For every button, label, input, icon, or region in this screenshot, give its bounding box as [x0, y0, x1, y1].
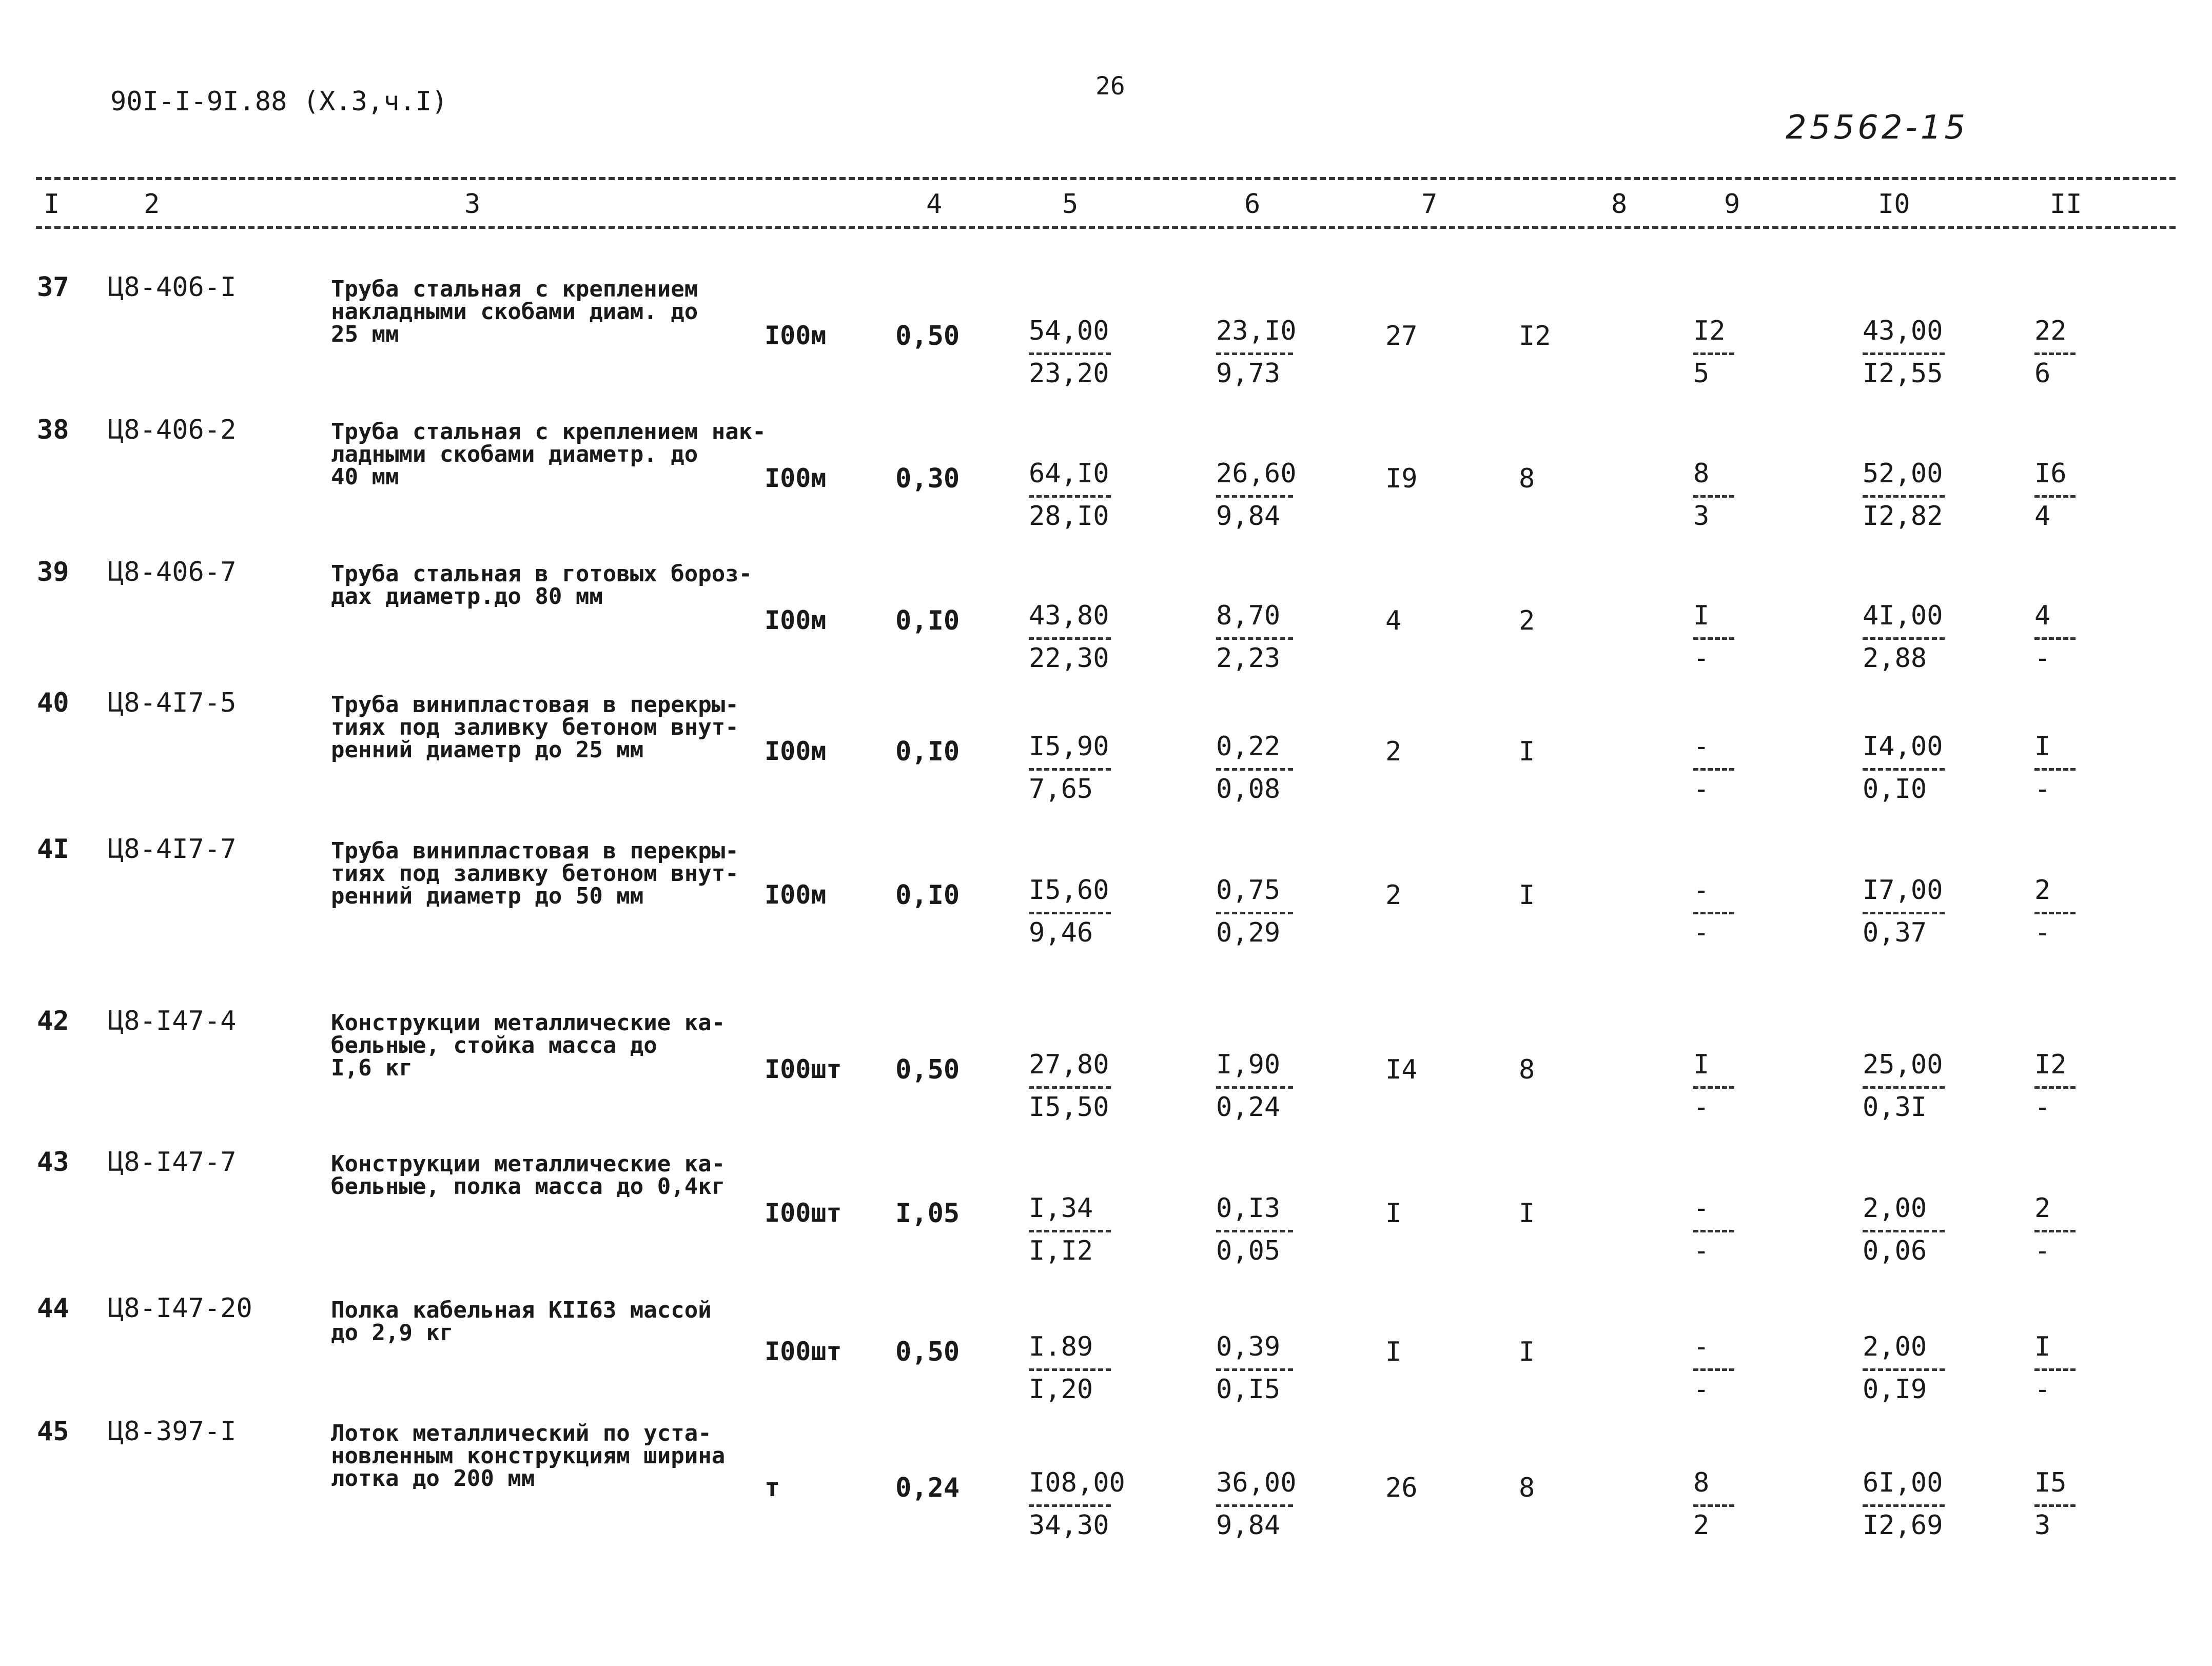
col-header-1: I: [44, 189, 60, 220]
row-unit: I00м: [765, 463, 827, 493]
row-description: [331, 694, 739, 761]
row-description: [331, 278, 698, 346]
col9-value: 8 3: [1693, 458, 1734, 532]
header-top-rule: [36, 177, 2176, 180]
col9-value: I -: [1693, 1049, 1734, 1123]
col6-value: 8,70 2,23: [1216, 600, 1293, 674]
description-line: новленным конструкциям ширина: [331, 1443, 726, 1469]
col10-value: I7,00 0,37: [1863, 875, 1945, 948]
col11-value: I5 3: [2034, 1467, 2076, 1541]
col6-value: 23,I0 9,73: [1216, 316, 1297, 389]
col11-value: 22 6: [2034, 316, 2076, 389]
col7-value: 27: [1385, 321, 1418, 351]
description-line: ладными скобами диаметр. до: [331, 441, 698, 467]
col6-value: 0,I3 0,05: [1216, 1193, 1293, 1266]
row-quantity: 0,30: [895, 463, 960, 494]
col8-value: I2: [1519, 321, 1551, 351]
col5-value: I.89 I,20: [1029, 1331, 1111, 1405]
col10-value: I4,00 0,I0: [1863, 731, 1945, 805]
row-code: Ц8-I47-7: [108, 1147, 237, 1178]
col5-value: 54,00 23,20: [1029, 316, 1111, 389]
col10-value: 2,00 0,06: [1863, 1193, 1945, 1266]
row-quantity: 0,I0: [895, 605, 960, 636]
description-line: Конструкции металлические ка-: [331, 1010, 726, 1036]
col9-value: - -: [1693, 1193, 1734, 1266]
description-line: дах диаметр.до 80 мм: [331, 583, 603, 610]
row-description: [331, 1299, 712, 1344]
col-header-9: 9: [1724, 189, 1740, 220]
row-code: Ц8-406-I: [108, 272, 237, 303]
page-number: 26: [1095, 72, 1125, 101]
col7-value: 2: [1385, 736, 1402, 767]
col11-value: I2 -: [2034, 1049, 2076, 1123]
row-number: 39: [37, 557, 69, 587]
row-description: [331, 421, 766, 488]
row-unit: т: [765, 1473, 780, 1502]
col6-value: 0,75 0,29: [1216, 875, 1293, 948]
row-number: 45: [37, 1416, 69, 1447]
row-unit: I00м: [765, 736, 827, 766]
row-code: Ц8-397-I: [108, 1416, 237, 1447]
col9-value: - -: [1693, 731, 1734, 805]
col11-value: 2 -: [2034, 875, 2076, 948]
description-line: Труба стальная в готовых бороз-: [331, 561, 753, 587]
row-code: Ц8-I47-20: [108, 1293, 252, 1324]
col-header-11: II: [2050, 189, 2082, 220]
col11-value: I6 4: [2034, 458, 2076, 532]
row-quantity: 0,I0: [895, 736, 960, 767]
col9-value: - -: [1693, 1331, 1734, 1405]
row-quantity: 0,50: [895, 321, 960, 351]
row-code: Ц8-I47-4: [108, 1006, 237, 1036]
col8-value: 8: [1519, 1473, 1535, 1503]
description-line: 25 мм: [331, 321, 399, 347]
col6-value: 0,39 0,I5: [1216, 1331, 1293, 1405]
col10-value: 25,00 0,3I: [1863, 1049, 1945, 1123]
row-number: 44: [37, 1293, 69, 1324]
col5-value: I5,90 7,65: [1029, 731, 1111, 805]
col8-value: I: [1519, 880, 1535, 911]
row-description: [331, 840, 739, 908]
row-quantity: 0,50: [895, 1337, 960, 1367]
col6-value: 26,60 9,84: [1216, 458, 1297, 532]
row-quantity: 0,24: [895, 1473, 960, 1503]
col7-value: I: [1385, 1337, 1402, 1367]
row-description: [331, 1153, 725, 1198]
col8-value: 8: [1519, 463, 1535, 494]
row-number: 40: [37, 688, 69, 718]
row-quantity: I,05: [895, 1198, 960, 1229]
description-line: ренний диаметр до 50 мм: [331, 883, 644, 909]
row-unit: I00м: [765, 321, 827, 350]
description-line: бельные, стойка масса до: [331, 1032, 657, 1059]
col11-value: I -: [2034, 1331, 2076, 1405]
col10-value: 2,00 0,I9: [1863, 1331, 1945, 1405]
document-code: 90I-I-9I.88 (X.3,ч.I): [110, 86, 448, 117]
col5-value: I,34 I,I2: [1029, 1193, 1111, 1266]
description-line: Труба винипластовая в перекры-: [331, 692, 739, 718]
row-number: 38: [37, 415, 69, 445]
col6-value: 0,22 0,08: [1216, 731, 1293, 805]
col7-value: I: [1385, 1198, 1402, 1229]
description-line: I,6 кг: [331, 1055, 413, 1081]
col-header-8: 8: [1611, 189, 1628, 220]
row-description: [331, 563, 752, 608]
description-line: Конструкции металлические ка-: [331, 1151, 726, 1177]
col9-value: 8 2: [1693, 1467, 1734, 1541]
row-unit: I00шт: [765, 1054, 842, 1084]
col7-value: 26: [1385, 1473, 1418, 1503]
row-unit: I00м: [765, 880, 827, 910]
col6-value: I,90 0,24: [1216, 1049, 1293, 1123]
col8-value: I: [1519, 1198, 1535, 1229]
description-line: Труба стальная с креплением нак-: [331, 419, 766, 445]
col-header-10: I0: [1878, 189, 1910, 220]
row-unit: I00шт: [765, 1337, 842, 1366]
col-header-3: 3: [464, 189, 481, 220]
col10-value: 4I,00 2,88: [1863, 600, 1945, 674]
col7-value: I9: [1385, 463, 1418, 494]
description-line: Труба стальная с креплением: [331, 276, 698, 302]
col8-value: 8: [1519, 1054, 1535, 1085]
description-line: лотка до 200 мм: [331, 1465, 535, 1492]
col-header-5: 5: [1062, 189, 1079, 220]
description-line: тиях под заливку бетоном внут-: [331, 860, 739, 887]
row-number: 42: [37, 1006, 69, 1036]
col11-value: 2 -: [2034, 1193, 2076, 1266]
row-code: Ц8-406-7: [108, 557, 237, 587]
description-line: Полка кабельная КII63 массой: [331, 1297, 712, 1323]
row-description: [331, 1012, 725, 1080]
col5-value: I08,00 34,30: [1029, 1467, 1125, 1541]
col-header-2: 2: [144, 189, 160, 220]
col-header-4: 4: [926, 189, 943, 220]
col6-value: 36,00 9,84: [1216, 1467, 1297, 1541]
description-line: накладными скобами диам. до: [331, 299, 698, 325]
col7-value: I4: [1385, 1054, 1418, 1085]
col11-value: I -: [2034, 731, 2076, 805]
col9-value: I2 5: [1693, 316, 1734, 389]
description-line: 40 мм: [331, 464, 399, 490]
header-bottom-rule: [36, 226, 2176, 229]
col11-value: 4 -: [2034, 600, 2076, 674]
row-description: [331, 1422, 725, 1490]
description-line: ренний диаметр до 25 мм: [331, 737, 644, 763]
row-unit: I00шт: [765, 1198, 842, 1228]
row-number: 43: [37, 1147, 69, 1178]
col-header-6: 6: [1244, 189, 1261, 220]
row-number: 37: [37, 272, 69, 303]
col10-value: 52,00 I2,82: [1863, 458, 1945, 532]
col9-value: I -: [1693, 600, 1734, 674]
col8-value: I: [1519, 736, 1535, 767]
col5-value: 64,I0 28,I0: [1029, 458, 1111, 532]
col-header-7: 7: [1421, 189, 1438, 220]
sheet-stamp: 25562-15: [1786, 109, 1969, 147]
col5-value: I5,60 9,46: [1029, 875, 1111, 948]
row-number: 4I: [37, 834, 69, 865]
row-code: Ц8-4I7-7: [108, 834, 237, 865]
row-code: Ц8-4I7-5: [108, 688, 237, 718]
col9-value: - -: [1693, 875, 1734, 948]
col5-value: 27,80 I5,50: [1029, 1049, 1111, 1123]
col7-value: 2: [1385, 880, 1402, 911]
col5-value: 43,80 22,30: [1029, 600, 1111, 674]
description-line: до 2,9 кг: [331, 1320, 454, 1346]
row-code: Ц8-406-2: [108, 415, 237, 445]
description-line: тиях под заливку бетоном внут-: [331, 714, 739, 740]
col7-value: 4: [1385, 605, 1402, 636]
row-quantity: 0,I0: [895, 880, 960, 911]
col10-value: 6I,00 I2,69: [1863, 1467, 1945, 1541]
description-line: Лоток металлический по уста-: [331, 1420, 712, 1446]
col8-value: I: [1519, 1337, 1535, 1367]
col10-value: 43,00 I2,55: [1863, 316, 1945, 389]
col8-value: 2: [1519, 605, 1535, 636]
row-unit: I00м: [765, 605, 827, 635]
description-line: Труба винипластовая в перекры-: [331, 838, 739, 864]
row-quantity: 0,50: [895, 1054, 960, 1085]
description-line: бельные, полка масса до 0,4кг: [331, 1173, 726, 1200]
